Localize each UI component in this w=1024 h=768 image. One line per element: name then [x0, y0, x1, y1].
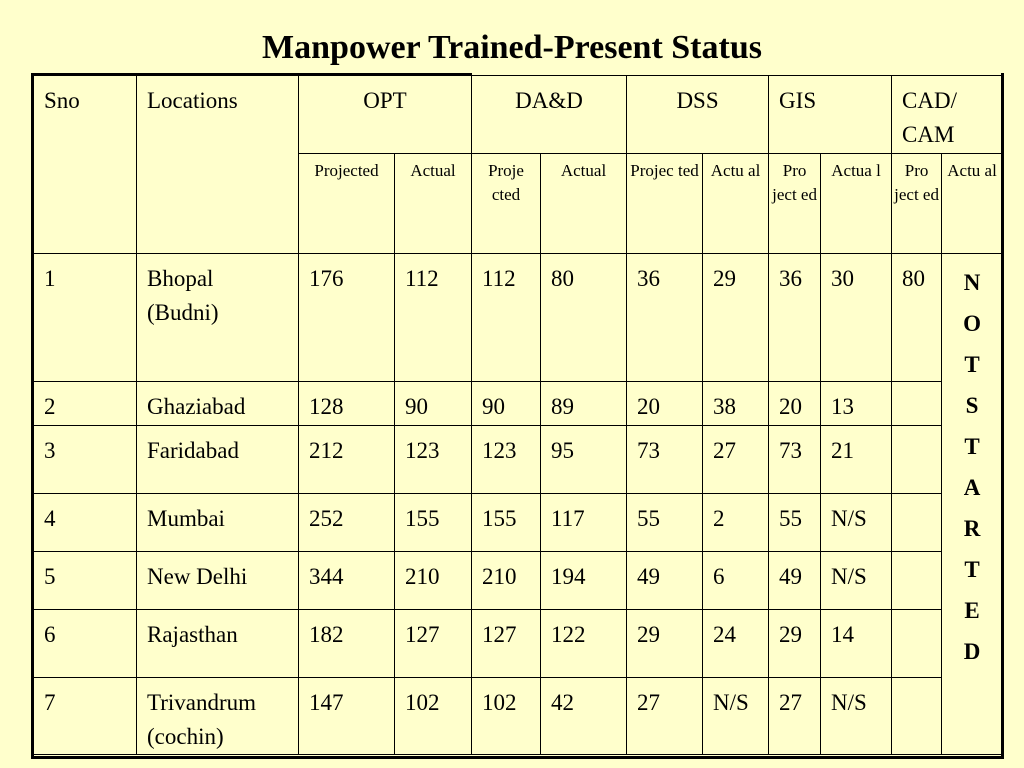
cell-value: 13 [821, 382, 892, 426]
not-started-letter: R [963, 516, 981, 541]
cell-value: 112 [472, 254, 541, 382]
cell-value: 147 [299, 678, 395, 755]
header-row-groups [34, 76, 1003, 154]
cell-value [892, 382, 942, 426]
cell-value: 210 [395, 552, 472, 610]
cell-value: 90 [395, 382, 472, 426]
cell-value: N/S [821, 678, 892, 755]
cell-value [892, 494, 942, 552]
header-dad-actual: Actual [541, 154, 627, 254]
not-started-cell [942, 254, 1003, 755]
cell-value: 27 [627, 678, 703, 755]
cell-value: 127 [472, 610, 541, 678]
cell-value: 155 [395, 494, 472, 552]
cell-sno: 1 [34, 254, 137, 382]
header-opt-projected: Projected [299, 154, 395, 254]
cell-value: 80 [541, 254, 627, 382]
cell-value: 27 [703, 426, 769, 494]
header-dss: DSS [627, 76, 769, 154]
not-started-letter: S [965, 393, 979, 418]
not-started-letter: T [964, 434, 980, 459]
cell-sno: 4 [34, 494, 137, 552]
cell-location: Trivandrum (cochin) [137, 678, 299, 755]
not-started-letter: T [964, 557, 980, 582]
cell-value: 36 [627, 254, 703, 382]
cell-value: 14 [821, 610, 892, 678]
cell-value: 27 [769, 678, 821, 755]
cell-value: 212 [299, 426, 395, 494]
cell-value: 21 [821, 426, 892, 494]
cell-value: 252 [299, 494, 395, 552]
cell-sno: 6 [34, 610, 137, 678]
manpower-status-table [33, 75, 1003, 755]
cell-value: 90 [472, 382, 541, 426]
cell-sno: 7 [34, 678, 137, 755]
page-title: Manpower Trained-Present Status [262, 29, 762, 66]
cell-value [892, 426, 942, 494]
header-dad-projected: Proje cted [472, 154, 541, 254]
cell-value: 80 [892, 254, 942, 382]
not-started-letter: T [964, 352, 980, 377]
cell-value: 49 [769, 552, 821, 610]
header-cad-projected: Pro ject ed [892, 154, 942, 254]
cell-sno: 2 [34, 382, 137, 426]
header-dad: DA&D [472, 76, 627, 154]
table-row [34, 610, 1003, 678]
not-started-letter: A [963, 475, 981, 500]
header-dss-projected: Projec ted [627, 154, 703, 254]
table-row [34, 552, 1003, 610]
cell-location: Mumbai [137, 494, 299, 552]
table-row [34, 254, 1003, 382]
cell-value: 24 [703, 610, 769, 678]
cell-value [892, 610, 942, 678]
cell-value: 122 [541, 610, 627, 678]
table-row [34, 678, 1003, 755]
header-opt: OPT [299, 76, 472, 154]
cell-value: 155 [472, 494, 541, 552]
cell-value: 29 [627, 610, 703, 678]
cell-value: 55 [627, 494, 703, 552]
cell-value: 127 [395, 610, 472, 678]
cell-value: 89 [541, 382, 627, 426]
table-row [34, 426, 1003, 494]
cell-value: 123 [472, 426, 541, 494]
cell-value: 194 [541, 552, 627, 610]
header-sno: Sno [34, 76, 137, 254]
cell-value: 20 [769, 382, 821, 426]
cell-value: N/S [703, 678, 769, 755]
cell-value: 38 [703, 382, 769, 426]
cell-value [892, 678, 942, 755]
cell-location: Faridabad [137, 426, 299, 494]
cell-value: 102 [472, 678, 541, 755]
cell-value: 95 [541, 426, 627, 494]
header-gis: GIS [769, 76, 892, 154]
header-gis-projected: Pro ject ed [769, 154, 821, 254]
cell-value: 29 [703, 254, 769, 382]
not-started-letter: O [963, 311, 981, 336]
table-row [34, 382, 1003, 426]
cell-location: Ghaziabad [137, 382, 299, 426]
not-started-letter: D [963, 639, 981, 664]
not-started-letter: N [963, 270, 981, 295]
header-dss-actual: Actu al [703, 154, 769, 254]
cell-value: 102 [395, 678, 472, 755]
cell-value: 36 [769, 254, 821, 382]
header-locations: Locations [137, 76, 299, 254]
cell-value: 42 [541, 678, 627, 755]
cell-value: 30 [821, 254, 892, 382]
cell-value: 112 [395, 254, 472, 382]
cell-value: 210 [472, 552, 541, 610]
cell-value: 6 [703, 552, 769, 610]
cell-location: Rajasthan [137, 610, 299, 678]
header-cad-cam: CAD/ CAM [892, 76, 1003, 154]
cell-sno: 5 [34, 552, 137, 610]
cell-value: 55 [769, 494, 821, 552]
cell-location: New Delhi [137, 552, 299, 610]
cell-value: 117 [541, 494, 627, 552]
cell-value: 73 [627, 426, 703, 494]
cell-value: 176 [299, 254, 395, 382]
cell-value: 49 [627, 552, 703, 610]
header-gis-actual: Actua l [821, 154, 892, 254]
cell-value: 29 [769, 610, 821, 678]
cell-value: 344 [299, 552, 395, 610]
cell-value: 73 [769, 426, 821, 494]
header-cad-actual: Actu al [942, 154, 1003, 254]
cell-value: 128 [299, 382, 395, 426]
not-started-letter: E [964, 598, 980, 623]
cell-value: N/S [821, 552, 892, 610]
cell-location: Bhopal (Budni) [137, 254, 299, 382]
cell-value: 20 [627, 382, 703, 426]
cell-sno: 3 [34, 426, 137, 494]
table-row [34, 494, 1003, 552]
cell-value: 123 [395, 426, 472, 494]
not-started-text [952, 262, 992, 672]
cell-value: 182 [299, 610, 395, 678]
cell-value [892, 552, 942, 610]
header-opt-actual: Actual [395, 154, 472, 254]
cell-value: N/S [821, 494, 892, 552]
cell-value: 2 [703, 494, 769, 552]
